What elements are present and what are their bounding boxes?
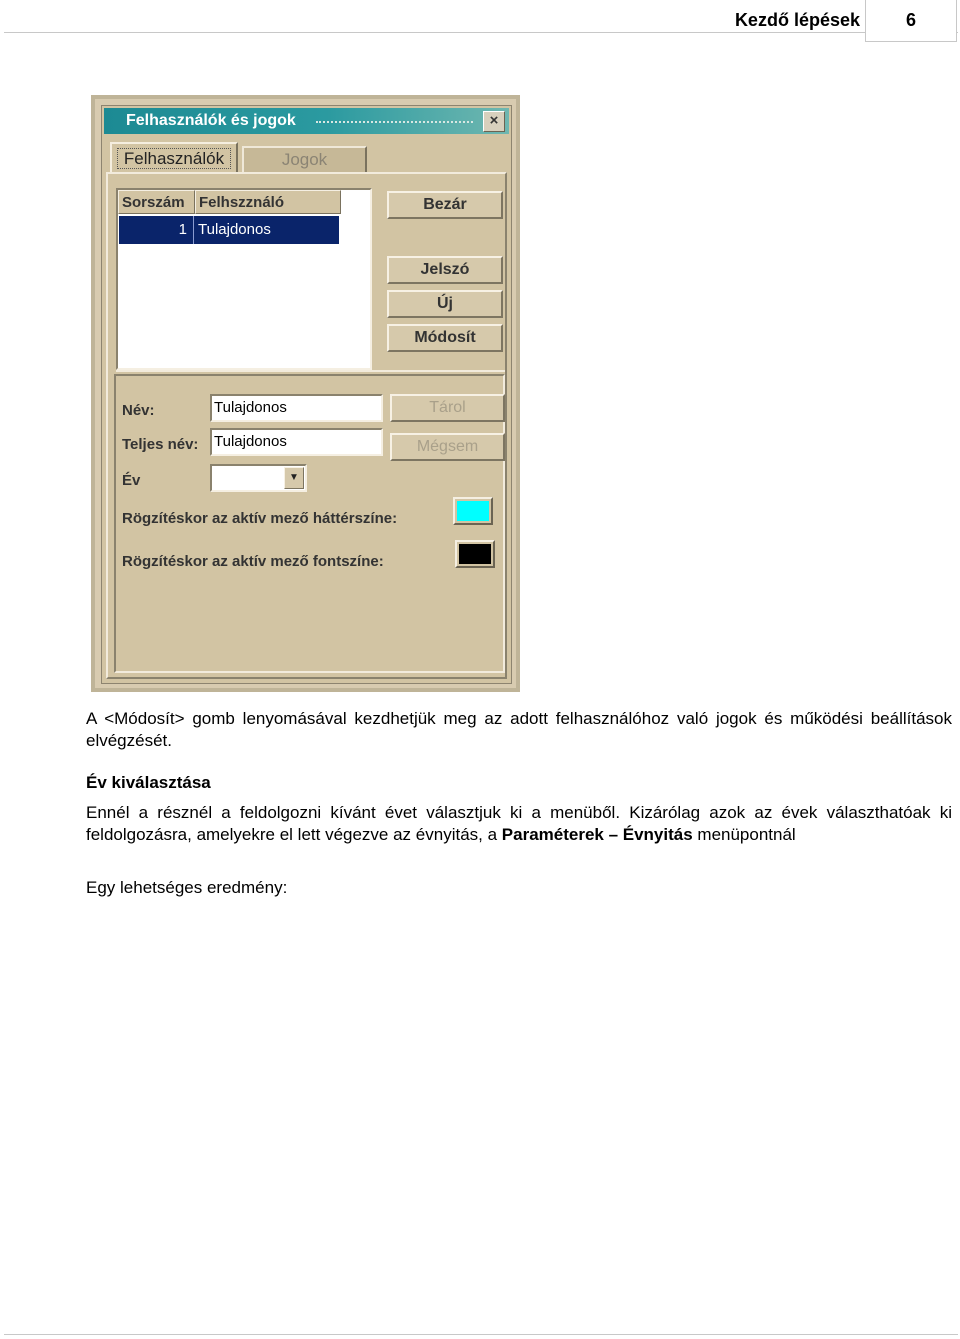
header-rule: [4, 32, 958, 33]
menu-path: Paraméterek – Évnyitás: [501, 825, 693, 844]
font-color-swatch[interactable]: [455, 540, 495, 568]
row-number: 1: [178, 221, 187, 238]
tab-users[interactable]: [110, 142, 238, 172]
list-row[interactable]: [119, 216, 339, 244]
result-label: Egy lehetséges eredmény:: [86, 878, 288, 897]
footer-rule: [4, 1334, 958, 1335]
list-header: [118, 190, 342, 214]
intro-paragraph: A <Módosít> gomb lenyomásával kezdhetjük meg az adott felhasználóhoz való jogok és működési beállítások elvégzését.: [86, 709, 952, 750]
cancel-button[interactable]: Mégsem: [390, 433, 505, 461]
titlebar-dots: [316, 121, 473, 123]
name-input[interactable]: Tulajdonos: [210, 394, 383, 422]
chapter-title: Kezdő lépések: [734, 10, 860, 30]
dialog-title: Felhasználók és jogok: [126, 112, 296, 129]
bg-color-fill: [457, 501, 489, 521]
year-selection-paragraph: [86, 802, 952, 846]
tab-users-label: Felhasználók: [117, 148, 231, 169]
dialog-titlebar[interactable]: [104, 108, 509, 134]
close-icon[interactable]: ×: [483, 111, 505, 132]
screenshot-users-rights-dialog: [91, 95, 520, 692]
store-button[interactable]: Tárol: [390, 394, 505, 422]
section-divider: [116, 370, 505, 372]
row-user-name: Tulajdonos: [193, 216, 271, 244]
full-name-label: Teljes név:: [122, 436, 199, 453]
section-heading: Év kiválasztása: [86, 773, 211, 792]
paragraph-text: Ennél a résznél a feldolgozni kívánt évet választjuk ki a menüből. Kizárólag azok az évek választhatóak ki feldolgozásra, amelyekre el lett végezve az évnyitás, a: [86, 803, 952, 844]
bg-color-swatch[interactable]: [453, 497, 493, 525]
font-color-label: Rögzítéskor az aktív mező fontszíne:: [122, 553, 384, 570]
paragraph-text-end: menüpontnál: [692, 825, 796, 844]
page-number: 6: [865, 0, 957, 42]
dialog-window: [101, 105, 512, 684]
font-color-fill: [459, 544, 491, 564]
tab-rights[interactable]: Jogok: [242, 146, 367, 172]
bg-color-label: Rögzítéskor az aktív mező háttérszíne:: [122, 510, 398, 527]
password-button[interactable]: Jelszó: [387, 256, 503, 284]
chevron-down-icon[interactable]: ▼: [284, 467, 304, 489]
column-header-number[interactable]: Sorszám: [118, 190, 195, 214]
column-header-user[interactable]: Felhszználó: [195, 190, 341, 214]
year-select[interactable]: [210, 464, 307, 492]
name-label: Név:: [122, 402, 155, 419]
users-list[interactable]: [116, 188, 372, 370]
modify-button[interactable]: Módosít: [387, 324, 503, 352]
year-label: Év: [122, 472, 141, 489]
full-name-input[interactable]: Tulajdonos: [210, 428, 383, 456]
page-header: [0, 0, 960, 44]
close-button[interactable]: Bezár: [387, 191, 503, 219]
new-button[interactable]: Új: [387, 290, 503, 318]
